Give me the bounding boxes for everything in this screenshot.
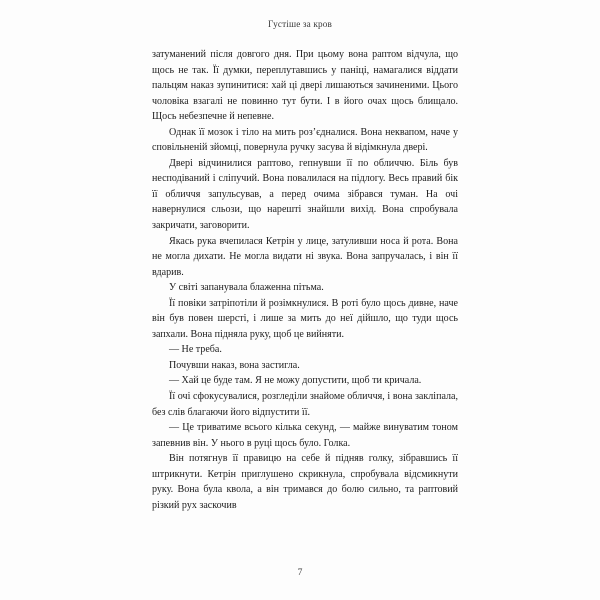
- paragraph: Її повіки затріпотіли й розімкнулися. В роті було щось дивне, наче він був повен шерсті, і лише за мить до неї дійшло, що туди щось запхали. Вона підняла руку, щоб це вийняти.: [152, 297, 458, 340]
- paragraph: Почувши наказ, вона застигла.: [169, 359, 300, 371]
- paragraph: Якась рука вчепилася Кетрін у лице, затуливши носа й рота. Вона не могла дихати. Не могла видати ні звука. Вона запручалась, і він її вдарив.: [152, 235, 458, 278]
- paragraph: У світі запанувала блаженна пітьма.: [169, 282, 324, 294]
- running-head: Густіше за кров: [268, 19, 332, 29]
- dialogue-paragraph: — Не треба.: [169, 344, 222, 356]
- paragraph: Двері відчинилися раптово, гепнувши її по обличчю. Біль був несподіваний і сліпучий. Вона повалилася на підлогу. Весь правий бік її обличчя запульсував, а перед очима зібрався туман. На очі навернулися сльози, що нарешті знайшли вихід. Вона спробувала закричати, заговорити.: [152, 157, 458, 232]
- page-number: 7: [297, 567, 303, 578]
- dialogue-paragraph: — Це триватиме всього кілька секунд, — майже винуватим тоном запевнив він. У нього в руці щось було. Голка.: [152, 422, 458, 449]
- paragraph: затуманений після довгого дня. При цьому вона раптом відчула, що щось не так. Її думки, переплутавшись у паніці, намагалися віддати пальцям наказ зупинитися: хай ці двері лишаються зачиненими. Цього чоловіка взагалі не повинно тут бути. І в його очах щось блищало. Щось небезпечне й непевне.: [152, 49, 458, 123]
- paragraph: Однак її мозок і тіло на мить роз’єдналися. Вона неквапом, наче у сповільненій зйомці, повернула ручку засува й відімкнула двері.: [152, 126, 458, 154]
- page-text-block: [152, 47, 458, 513]
- paragraph: Її очі сфокусувалися, розгледіли знайоме обличчя, і вона закліпала, без слів благаючи його відпустити її.: [152, 391, 458, 418]
- dialogue-paragraph: — Хай це буде там. Я не можу допустити, щоб ти кричала.: [169, 375, 422, 387]
- paragraph: Він потягнув її правицю на себе й підняв голку, зібравшись її штрикнути. Кетрін приглушено скрикнула, спробувала відсмикнути руку. Вона була квола, а він тримався до болю сильно, та раптовий різкий рух заскочив: [152, 453, 458, 511]
